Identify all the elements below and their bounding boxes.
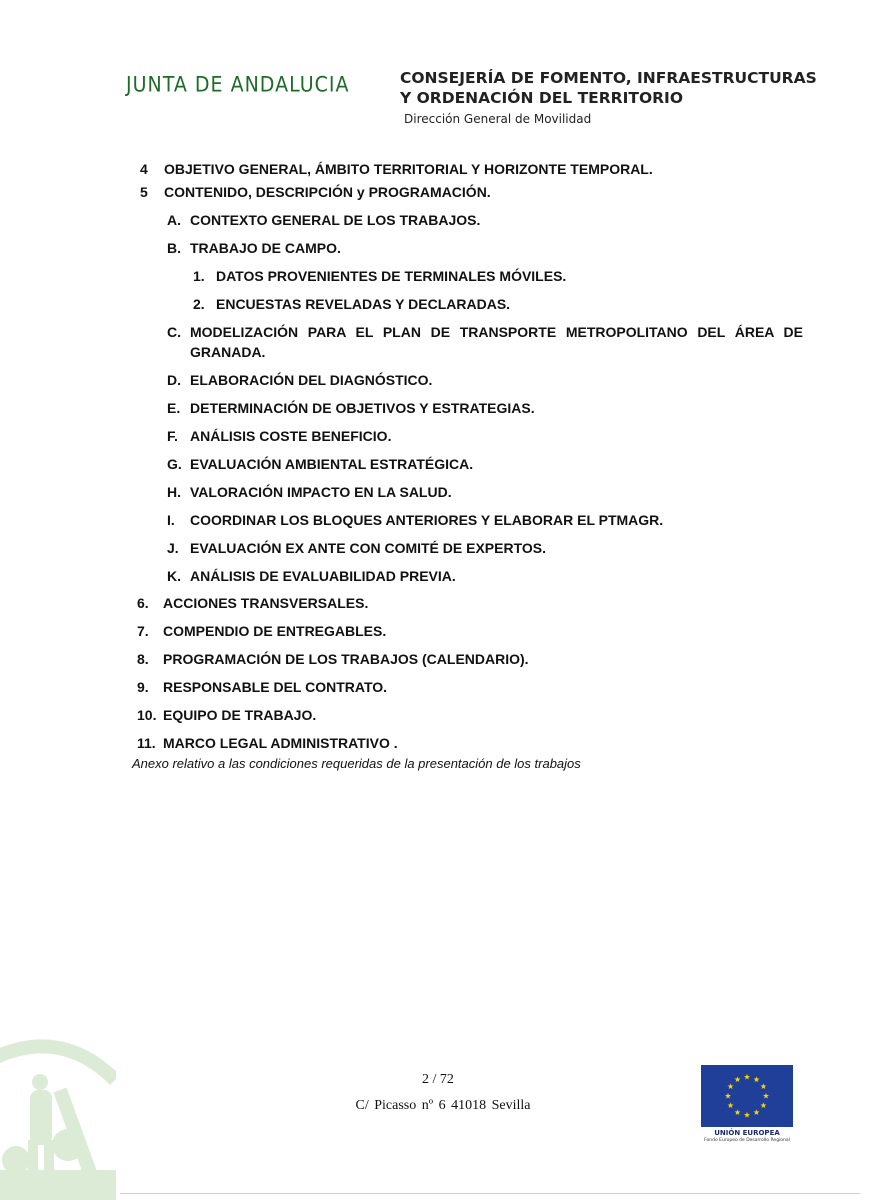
toc-item: [137, 705, 316, 725]
toc-item-text: TRABAJO DE CAMPO.: [190, 240, 341, 256]
eu-label: UNIÓN EUROPEA: [714, 1129, 780, 1137]
toc-item: [167, 538, 546, 558]
toc-item-text: RESPONSABLE DEL CONTRATO.: [163, 679, 388, 695]
toc-item-text: ANÁLISIS COSTE BENEFICIO.: [190, 428, 392, 444]
toc-item: [167, 426, 391, 446]
consejeria-line2: Y ORDENACIÓN DEL TERRITORIO: [400, 89, 683, 107]
toc-item-number: 9.: [137, 679, 149, 695]
toc-item: [137, 677, 387, 697]
toc-item-text: ELABORACIÓN DEL DIAGNÓSTICO.: [190, 372, 433, 388]
toc-item: [137, 593, 368, 613]
toc-item: [137, 649, 529, 669]
toc-item: [167, 322, 803, 362]
toc-item-number: A.: [167, 212, 181, 228]
footer-address: C/ Picasso nº 6 41018 Sevilla: [355, 1098, 531, 1113]
toc-item-number: K.: [167, 568, 181, 584]
toc-item-text: MARCO LEGAL ADMINISTRATIVO .: [163, 735, 398, 751]
toc-item: [167, 566, 456, 586]
toc-item-number: J.: [167, 540, 179, 556]
toc-item-number: E.: [167, 400, 181, 416]
toc-item: [140, 182, 491, 202]
junta-andalucia-logo: JUNTA DE ANDALUCIA: [126, 72, 350, 98]
toc-item-text: COMPENDIO DE ENTREGABLES.: [163, 623, 387, 639]
toc-item: [193, 294, 510, 314]
toc-item: [167, 454, 473, 474]
toc-item: [167, 398, 535, 418]
consejeria-line1: CONSEJERÍA DE FOMENTO, INFRAESTRUCTURAS: [400, 69, 817, 87]
toc-item: [167, 370, 432, 390]
toc-item-text: COORDINAR LOS BLOQUES ANTERIORES Y ELABORAR EL PTMAGR.: [190, 512, 664, 528]
toc-item-number: G.: [167, 456, 182, 472]
toc-item-number: 6.: [137, 595, 149, 611]
toc-item-text-continuation: GRANADA.: [190, 344, 266, 360]
toc-item: [140, 159, 653, 179]
toc-item-number: 11.: [137, 735, 156, 751]
toc-item-text: ENCUESTAS REVELADAS Y DECLARADAS.: [216, 296, 511, 312]
bottom-divider: [120, 1193, 860, 1194]
direccion-general: Dirección General de Movilidad: [404, 112, 592, 126]
toc-item-number: I.: [167, 512, 175, 528]
toc-item: [167, 510, 663, 530]
toc-item-number: 7.: [137, 623, 149, 639]
toc-item-number: 1.: [193, 268, 205, 284]
toc-item-text: CONTENIDO, DESCRIPCIÓN y PROGRAMACIÓN.: [164, 184, 491, 200]
toc-item: [167, 482, 452, 502]
toc-item-text: EVALUACIÓN AMBIENTAL ESTRATÉGICA.: [190, 456, 474, 472]
toc-item-number: 4: [140, 161, 148, 177]
toc-item-number: H.: [167, 484, 181, 500]
annex-note: Anexo relativo a las condiciones requeridas de la presentación de los trabajos: [132, 756, 581, 771]
toc-item-text: CONTEXTO GENERAL DE LOS TRABAJOS.: [190, 212, 481, 228]
toc-item: [137, 733, 398, 753]
toc-item: [193, 266, 566, 286]
page-number: 2 / 72: [422, 1072, 454, 1087]
toc-item-text: OBJETIVO GENERAL, ÁMBITO TERRITORIAL Y HORIZONTE TEMPORAL.: [164, 161, 653, 177]
toc-item-text: MODELIZACIÓN PARA EL PLAN DE TRANSPORTE METROPOLITANO DEL ÁREA DE: [190, 324, 803, 340]
toc-item: [137, 621, 386, 641]
toc-item-number: B.: [167, 240, 181, 256]
toc-item-number: 5: [140, 184, 148, 200]
toc-item-text: DATOS PROVENIENTES DE TERMINALES MÓVILES.: [216, 268, 567, 284]
toc-item-number: C.: [167, 324, 181, 340]
toc-item: [167, 238, 341, 258]
toc-item: [167, 210, 480, 230]
toc-item-number: 10.: [137, 707, 157, 723]
toc-item-number: F.: [167, 428, 178, 444]
toc-item-number: 8.: [137, 651, 149, 667]
toc-item-text: DETERMINACIÓN DE OBJETIVOS Y ESTRATEGIAS.: [190, 400, 535, 416]
toc-item-text: VALORACIÓN IMPACTO EN LA SALUD.: [190, 484, 452, 500]
toc-item-number: D.: [167, 372, 181, 388]
toc-item-text: EVALUACIÓN EX ANTE CON COMITÉ DE EXPERTOS.: [190, 540, 547, 556]
toc-item-text: ANÁLISIS DE EVALUABILIDAD PREVIA.: [190, 568, 456, 584]
eu-flag-icon: [701, 1065, 793, 1127]
toc-item-text: ACCIONES TRANSVERSALES.: [163, 595, 369, 611]
toc-item-text: EQUIPO DE TRABAJO.: [163, 707, 317, 723]
toc-item-number: 2.: [193, 296, 205, 312]
toc-item-text: PROGRAMACIÓN DE LOS TRABAJOS (CALENDARIO).: [163, 651, 529, 667]
eu-sublabel: Fondo Europeo de Desarrollo Regional: [704, 1138, 790, 1143]
consejeria-title: [400, 68, 817, 108]
